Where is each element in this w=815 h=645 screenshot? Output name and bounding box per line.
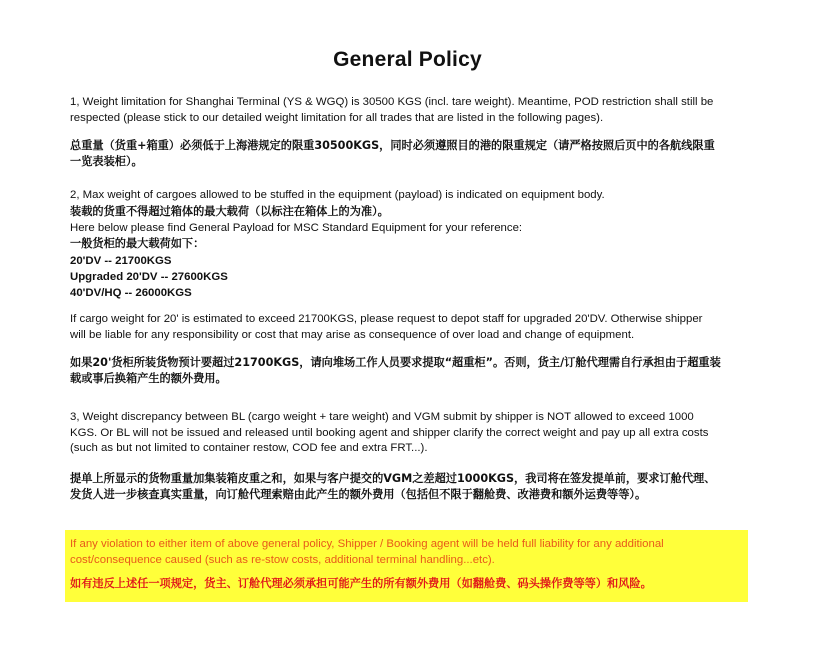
text-line: respected (please stick to our detailed weight limitation for all trades that are listed in the following pages). <box>70 111 604 124</box>
policy-item-3-en <box>70 410 750 457</box>
policy-item-1-cn <box>70 138 750 170</box>
text-line: 3, Weight discrepancy between BL (cargo weight + tare weight) and VGM submit by shipper is NOT allowed to exceed 1000 <box>70 411 694 423</box>
payload-item: Upgraded 20'DV -- 27600KGS <box>70 271 228 283</box>
text-line: 装载的货重不得超过箱体的最大载荷（以标注在箱体上的为准）。 <box>70 205 389 218</box>
policy-item-2-en <box>70 188 750 204</box>
text-line: 如果20'货柜所装货物预计要超过21700KGS，请向堆场工作人员要求提取“超重柜”。否则，货主/订舱代理需自行承担由于超重装 <box>70 356 721 369</box>
text-line: cost/consequence caused (such as re-stow costs, additional terminal handling...etc). <box>70 553 495 566</box>
text-line: (such as but not limited to container restow, COD fee and extra FRT...). <box>70 442 428 454</box>
text-line: 2, Max weight of cargoes allowed to be stuffed in the equipment (payload) is indicated on equipment body. <box>70 189 605 201</box>
warning-cn <box>70 576 750 592</box>
text-line: 载或事后换箱产生的额外费用。 <box>70 372 227 385</box>
text-line: If cargo weight for 20' is estimated to exceed 21700KGS, please request to depot staff for upgraded 20'DV. Otherwise shipper <box>70 313 703 325</box>
payload-item: 40'DV/HQ -- 26000KGS <box>70 287 192 299</box>
text-line: 一览表装柜）。 <box>70 155 143 168</box>
text-line: 如有违反上述任一项规定，货主、订舱代理必须承担可能产生的所有额外费用（如翻舱费、码头操作费等等）和风险。 <box>70 577 652 590</box>
warning-en <box>70 537 750 568</box>
text-line: 提单上所显示的货物重量加集装箱皮重之和，如果与客户提交的VGM之差超过1000KGS，我司将在签发提单前，要求订舱代理、 <box>70 472 716 485</box>
text-line: 一般货柜的最大载荷如下： <box>70 237 205 250</box>
payload-item: 20'DV -- 21700KGS <box>70 255 172 267</box>
text-line: If any violation to either item of above general policy, Shipper / Booking agent will be held full liability for any additional <box>70 538 664 550</box>
text-line: 1, Weight limitation for Shanghai Terminal (YS & WGQ) is 30500 KGS (incl. tare weight). Meantime, POD restriction shall still be <box>70 96 714 108</box>
text-line: KGS. Or BL will not be issued and released until booking agent and shipper clarify the correct weight and pay up all extra costs <box>70 426 709 439</box>
policy-item-1-en <box>70 95 750 126</box>
text-line: will be liable for any responsibility or cost that may arise as consequence of over load and change of equipment. <box>70 328 635 341</box>
policy-item-2-reference-cn <box>70 236 750 252</box>
policy-item-20ft-en <box>70 312 750 343</box>
payload-list <box>70 253 750 301</box>
policy-item-3-cn <box>70 471 750 503</box>
text-line: 发货人进一步核查真实重量，向订舱代理索赔由此产生的额外费用（包括但不限于翻舱费、改港费和额外运费等等）。 <box>70 488 647 501</box>
policy-item-2-cn <box>70 204 750 220</box>
policy-item-2-reference <box>70 221 750 237</box>
policy-item-20ft-cn <box>70 355 750 387</box>
text-line: Here below please find General Payload for MSC Standard Equipment for your reference: <box>70 222 523 234</box>
page-title: General Policy <box>333 48 482 71</box>
text-line: 总重量（货重+箱重）必须低于上海港规定的限重30500KGS，同时必须遵照目的港的限重规定（请严格按照后页中的各航线限重 <box>70 139 715 152</box>
